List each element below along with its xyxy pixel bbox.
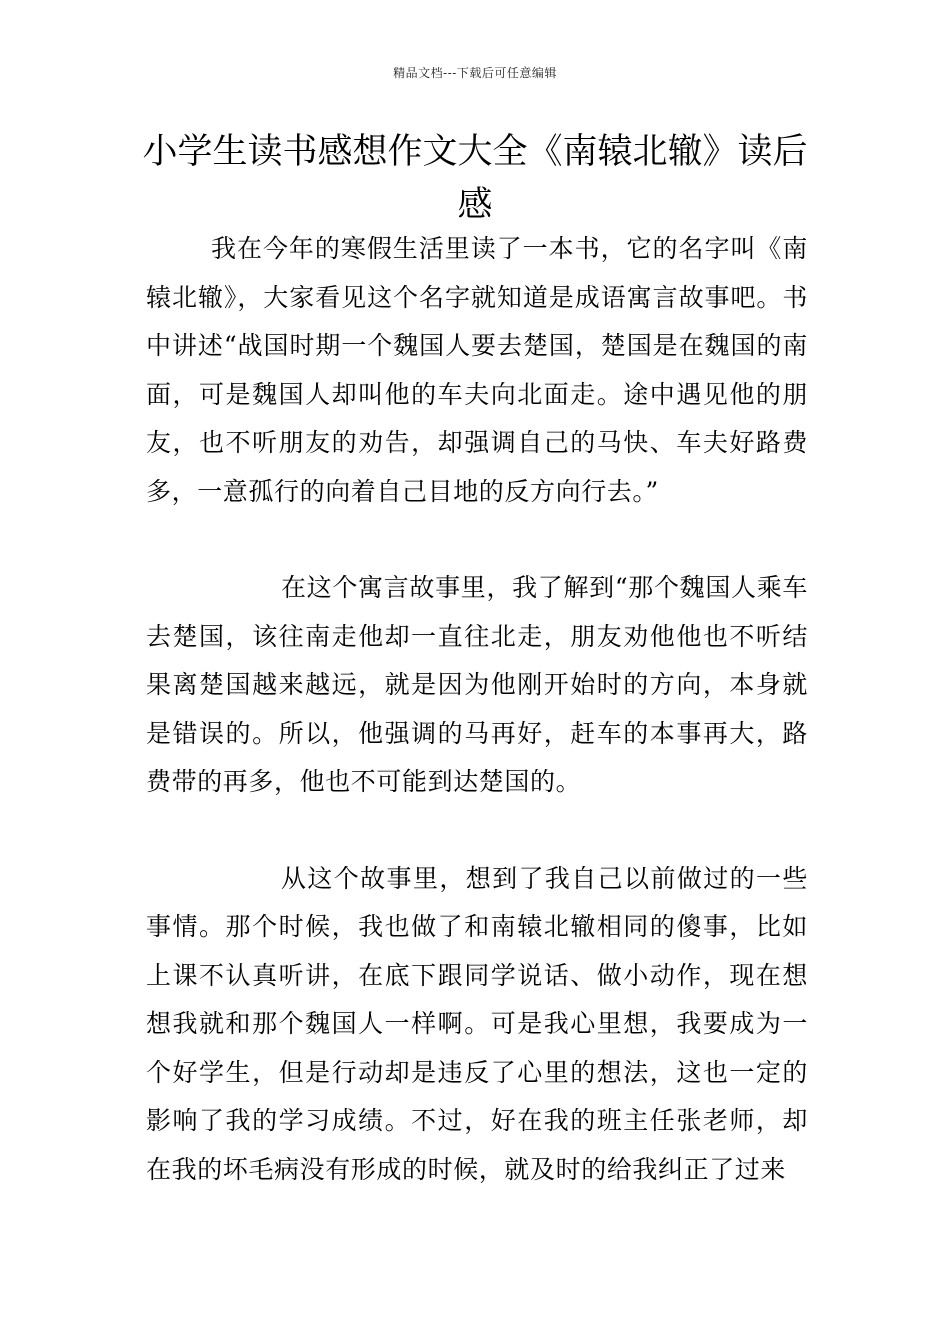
paragraph-1: 我在今年的寒假生活里读了一本书，它的名字叫《南辕北辙》，大家看见这个名字就知道是成语寓言故事吧。书中讲述“战国时期一个魏国人要去楚国，楚国是在魏国的南面，可是魏国人却叫他的车夫向北面走。途中遇见他的朋友，也不听朋友的劝告，却强调自己的马快、车夫好路费多，一意孤行的向着自己目地的反方向行去。”	[146, 234, 808, 506]
document-body	[146, 225, 808, 1194]
header-note: 精品文档---下载后可任意编辑	[393, 66, 557, 80]
paragraph-3: 从这个故事里，想到了我自己以前做过的一些事情。那个时候，我也做了和南辕北辙相同的傻事，比如上课不认真听讲，在底下跟同学说话、做小动作，现在想想我就和那个魏国人一样啊。可是我心里想，我要成为一个好学生，但是行动却是违反了心里的想法，这也一定的影响了我的学习成绩。不过，好在我的班主任张老师，却在我的坏毛病没有形成的时候，就及时的给我纠正了过来	[146, 863, 808, 1184]
paragraph-2: 在这个寓言故事里，我了解到“那个魏国人乘车去楚国，该往南走他却一直往北走，朋友劝他他也不听结果离楚国越来越远，就是因为他刚开始时的方向，本身就是错误的。所以，他强调的马再好，赶车的本事再大，路费带的再多，他也不可能到达楚国的。	[146, 573, 808, 796]
document-title: 小学生读书感想作文大全《南辕北辙》读后感	[142, 132, 808, 225]
